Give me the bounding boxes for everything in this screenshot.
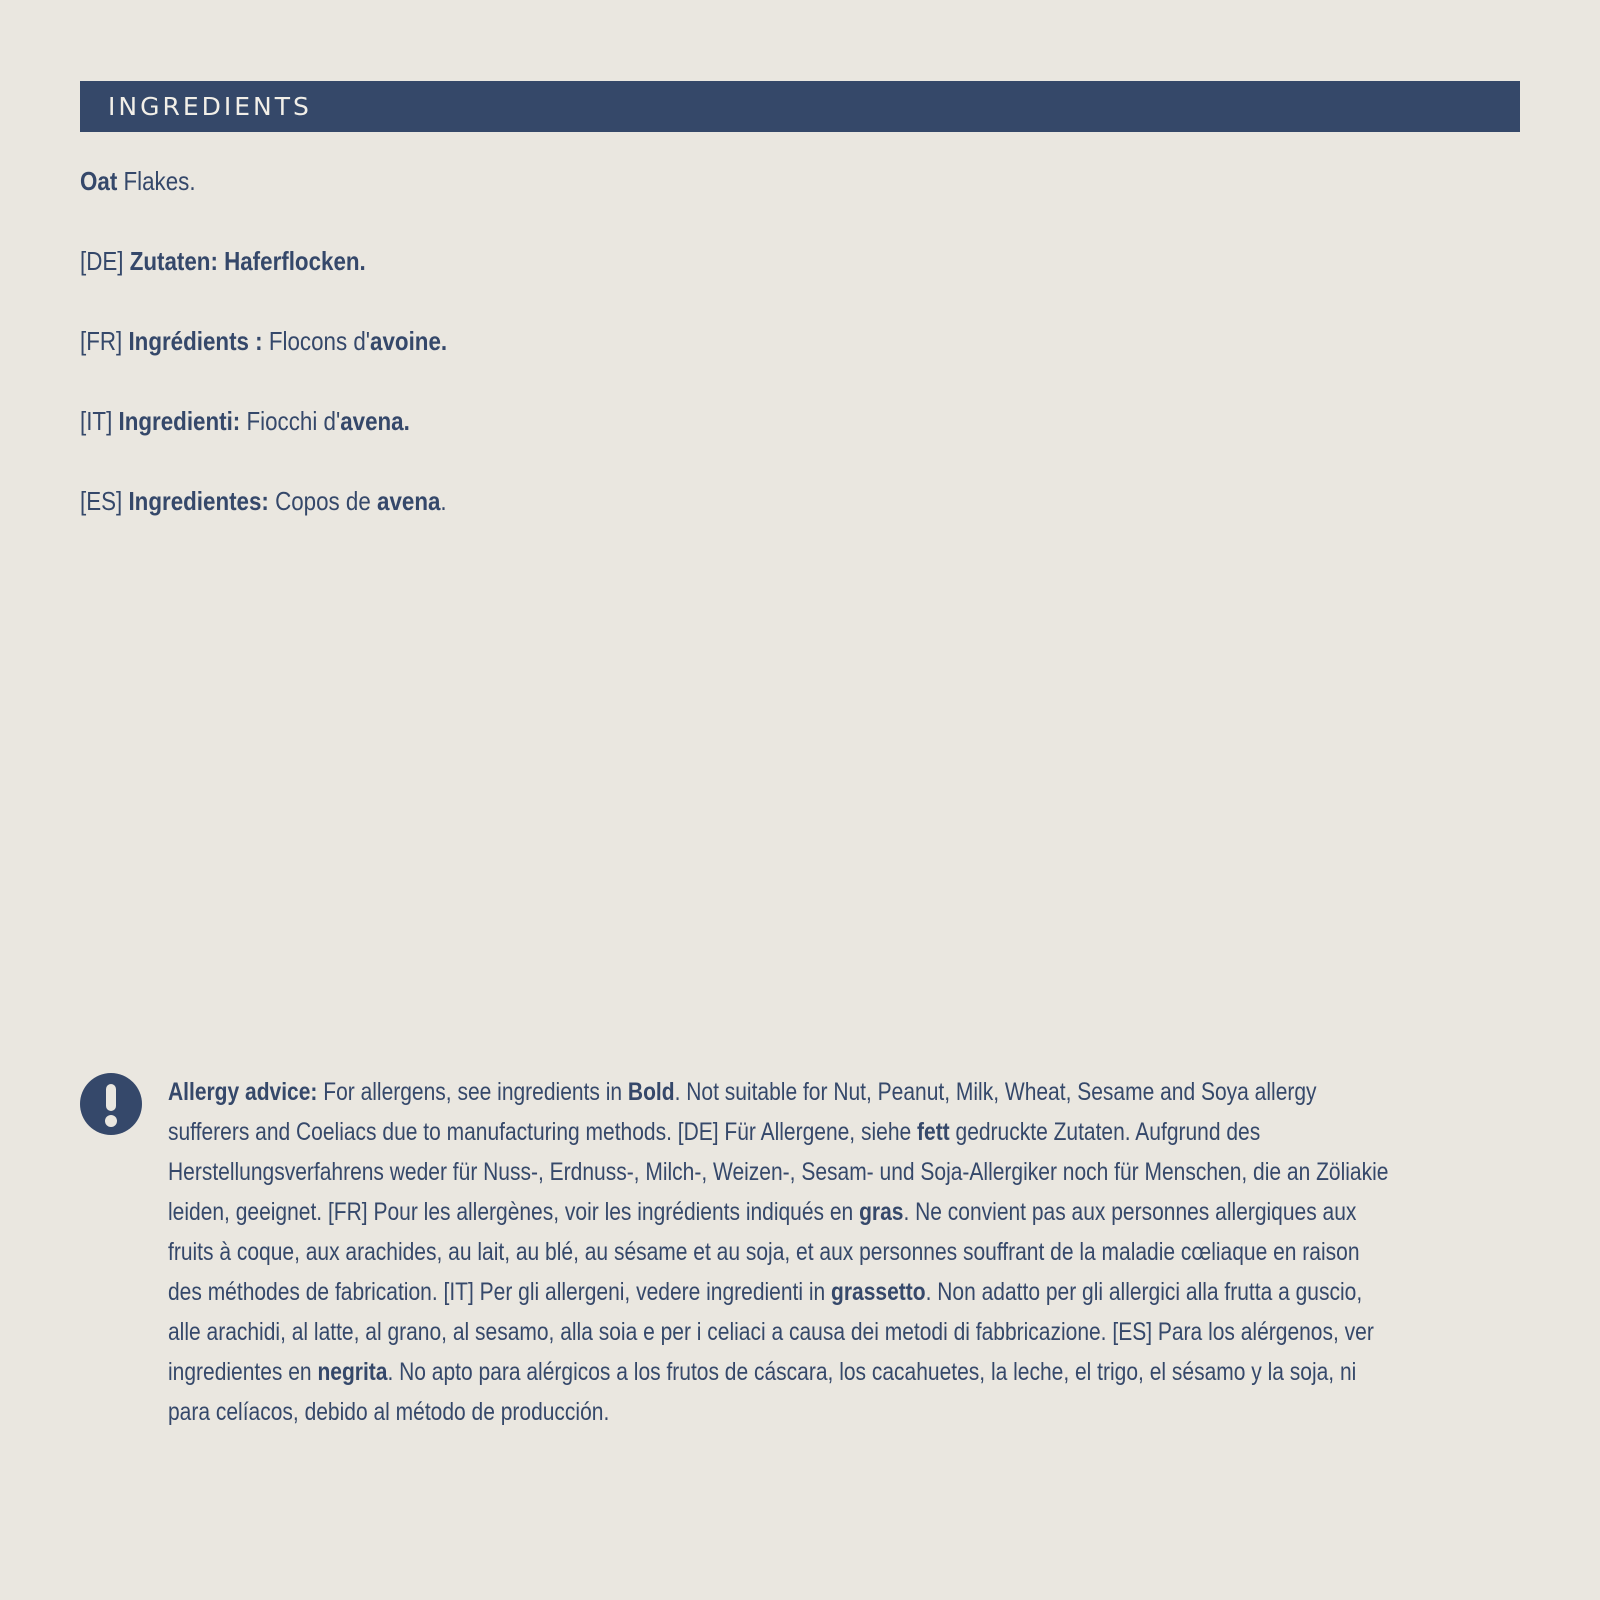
- allergy-line: [168, 1232, 1360, 1272]
- ingredient-bold: avena: [377, 486, 441, 516]
- allergy-text-run: ingredientes en: [168, 1358, 318, 1386]
- ingredient-line-de: [80, 244, 1284, 278]
- allergy-bold: negrita: [317, 1358, 388, 1386]
- allergy-line: [168, 1392, 1304, 1432]
- ingredient-text: Copos de: [268, 486, 378, 516]
- allergy-bold: Bold: [627, 1078, 675, 1106]
- allergy-text-run: . Ne convient pas aux personnes allergiques aux: [903, 1198, 1357, 1226]
- ingredient-text: .: [440, 486, 447, 516]
- section-header-bar: [80, 81, 1520, 132]
- language-code: [FR]: [80, 326, 129, 356]
- allergy-text-run: Herstellungsverfahrens weder für Nuss-, Erdnuss-, Milch-, Weizen-, Sesam- und Soja-Allergiker noch für Menschen, die an Zöliakie: [168, 1158, 1389, 1186]
- allergy-bold: fett: [917, 1118, 950, 1146]
- language-code: [DE]: [80, 246, 130, 276]
- exclamation-circle-icon: [80, 1073, 142, 1135]
- ingredient-text: Flakes.: [117, 166, 196, 196]
- ingredient-bold: Ingredienti:: [118, 406, 241, 436]
- ingredient-line-en: [80, 164, 1284, 198]
- ingredient-bold: avena.: [340, 406, 410, 436]
- section-title: INGREDIENTS: [108, 92, 312, 121]
- allergy-text-run: . Non adatto per gli allergici alla frutta a guscio,: [925, 1278, 1363, 1306]
- ingredient-text: Flocons d': [262, 326, 371, 356]
- ingredient-line-es: [80, 484, 1284, 518]
- allergy-bold: gras: [859, 1198, 904, 1226]
- allergy-advice-text: [168, 1072, 1520, 1432]
- allergy-line: [168, 1112, 1304, 1152]
- allergy-line: [168, 1352, 1357, 1392]
- allergy-text-run: . No apto para alérgicos a los frutos de cáscara, los cacahuetes, la leche, el trigo, el sésamo y la soja, ni: [387, 1358, 1357, 1386]
- ingredient-line-it: [80, 404, 1284, 438]
- ingredient-line-fr: [80, 324, 1284, 358]
- allergy-line: [168, 1072, 1317, 1112]
- allergy-bold: Allergy advice:: [168, 1078, 318, 1106]
- allergy-text-run: fruits à coque, aux arachides, au lait, au blé, au sésame et au soja, et aux personnes souffrant de la maladie cœliaque en raison: [168, 1238, 1360, 1266]
- allergy-line: [168, 1192, 1357, 1232]
- language-code: [ES]: [80, 486, 129, 516]
- allergy-text-run: des méthodes de fabrication. [IT] Per gli allergeni, vedere ingredienti in: [168, 1278, 832, 1306]
- language-code: [IT]: [80, 406, 119, 436]
- ingredient-bold: Ingrédients :: [128, 326, 263, 356]
- allergy-text-run: For allergens, see ingredients in: [317, 1078, 628, 1106]
- ingredient-bold: Zutaten: Haferflocken.: [129, 246, 366, 276]
- allergy-line: [168, 1312, 1374, 1352]
- allergy-bold: grassetto: [831, 1278, 926, 1306]
- allergy-text-run: . Not suitable for Nut, Peanut, Milk, Wheat, Sesame and Soya allergy: [674, 1078, 1317, 1106]
- ingredient-bold: Oat: [80, 166, 118, 196]
- allergy-text-run: leiden, geeignet. [FR] Pour les allergènes, voir les ingrédients indiqués en: [168, 1198, 860, 1226]
- allergy-text-run: para celíacos, debido al método de producción.: [168, 1398, 610, 1426]
- allergy-line: [168, 1152, 1389, 1192]
- ingredient-text: Fiocchi d': [240, 406, 341, 436]
- allergy-text-run: alle arachidi, al latte, al grano, al sesamo, alla soia e per i celiaci a causa dei metodi di fabbricazione. [ES] Para los alérgenos, ver: [168, 1318, 1374, 1346]
- allergy-text-run: gedruckte Zutaten. Aufgrund des: [949, 1118, 1261, 1146]
- ingredient-bold: Ingredientes:: [128, 486, 269, 516]
- allergy-text-run: sufferers and Coeliacs due to manufacturing methods. [DE] Für Allergene, siehe: [168, 1118, 918, 1146]
- allergy-line: [168, 1272, 1363, 1312]
- ingredients-list: [80, 164, 1480, 564]
- ingredient-bold: avoine.: [370, 326, 448, 356]
